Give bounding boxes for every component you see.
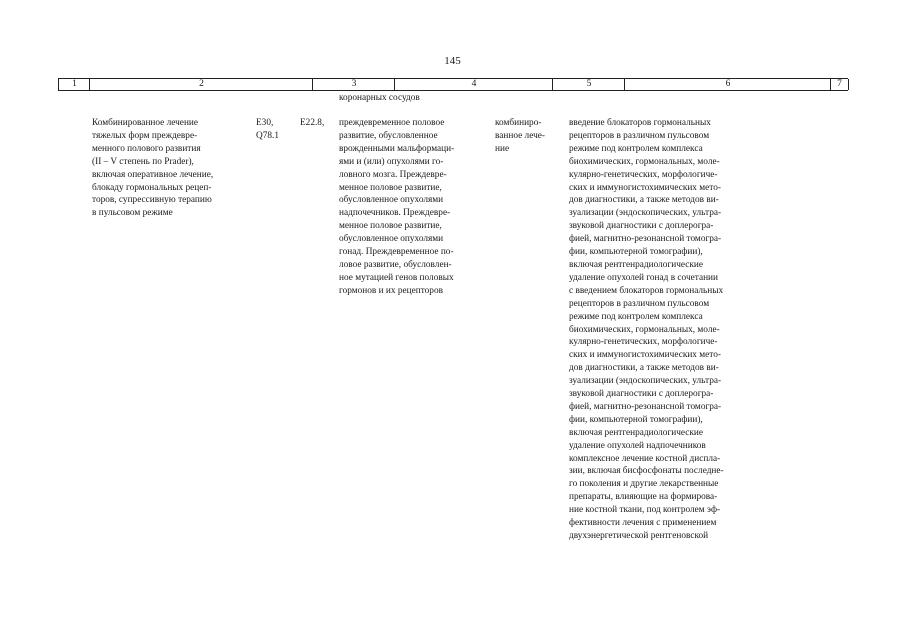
col6-line: фии, компьютерной томографии), <box>569 247 703 258</box>
col6-line: комплексное лечение костной диспла- <box>569 453 721 464</box>
col6-line: двухэнергетической рентгеновской <box>569 531 709 541</box>
treatment-method-cell <box>569 117 769 543</box>
col6-line: дов диагностики, а также методов ви- <box>569 195 719 206</box>
col6-line: звуковой диагностики с доплерогра- <box>569 221 714 232</box>
col6-line: с введением блокаторов гормональных <box>569 285 724 296</box>
col6-line: введение блокаторов гормональных <box>569 118 711 128</box>
header-col-4: 4 <box>394 79 553 90</box>
col6-line: ских и иммуногистохимических мето- <box>569 182 721 193</box>
col2-line: (II – V степень по Prader), <box>92 156 194 167</box>
col6-line: режиме под контролем комплекса <box>569 143 703 154</box>
col4-line: обусловленное опухолями <box>339 234 444 245</box>
col6-line: фективности лечения с применением <box>569 518 717 529</box>
col4-line: врожденными мальформаци- <box>339 143 455 154</box>
col6-line: кулярно-генетических, морфологиче- <box>569 337 718 348</box>
col4-line: ями и (или) опухолями го- <box>339 156 444 167</box>
col5-line: ванное лече- <box>495 130 545 141</box>
col6-line: включая рентгенрадиологические <box>569 259 704 270</box>
col6-line: ние костной ткани, под контролем эф- <box>569 505 721 516</box>
col4-line: гормонов и их рецепторов <box>339 285 443 296</box>
col4-line: преждевременное половое <box>339 118 445 128</box>
col6-line: удаление опухолей надпочечников <box>569 440 706 451</box>
diagnosis-cell <box>339 117 492 298</box>
col2-line: торов, супрессивную терапию <box>92 195 212 206</box>
col6-line: дов диагностики, а также методов ви- <box>569 363 719 374</box>
treatment-name-cell <box>92 117 250 220</box>
col6-line: рецепторов в различном пульсовом <box>569 130 710 141</box>
header-col-5: 5 <box>552 79 625 90</box>
col6-line: зии, включая бисфосфонаты последне- <box>569 466 724 477</box>
col2-line: Комбинированное лечение <box>92 118 199 128</box>
col6-line: включая рентгенрадиологические <box>569 427 704 438</box>
continuation-text <box>339 92 494 105</box>
col3b-line: E22.8, <box>300 118 325 128</box>
col6-line: биохимических, гормональных, моле- <box>569 156 720 167</box>
table-header-row <box>58 78 848 91</box>
col6-line: кулярно-генетических, морфологиче- <box>569 169 718 180</box>
col2-line: включая оперативное лечение, <box>92 169 214 180</box>
col2-line: тяжелых форм преждевре- <box>92 130 198 141</box>
icd-codes-cell-2 <box>300 117 336 130</box>
col6-line: фией, магнитно-резонансной томогра- <box>569 234 722 245</box>
col2-line: менного полового развития <box>92 143 201 154</box>
col6-line: препараты, влияющие на формирова- <box>569 492 718 503</box>
col4-line: менное половое развитие, <box>339 221 442 232</box>
col6-line: звуковой диагностики с доплерогра- <box>569 389 714 400</box>
treatment-type-cell <box>495 117 566 156</box>
page-number: 145 <box>444 55 461 67</box>
col4-line: ловного мозга. Преждевре- <box>339 169 447 180</box>
header-col-6: 6 <box>624 79 831 90</box>
col5-line: комбиниро- <box>495 118 542 128</box>
col6-line: фии, компьютерной томографии), <box>569 414 703 425</box>
col6-line: фией, магнитно-резонансной томогра- <box>569 401 722 412</box>
col4-line: ловое развитие, обусловлен- <box>339 259 452 270</box>
header-col-3: 3 <box>312 79 395 90</box>
header-col-1: 1 <box>58 79 90 90</box>
continuation-line: коронарных сосудов <box>339 93 420 103</box>
col6-line: ских и иммуногистохимических мето- <box>569 350 721 361</box>
col2-line: в пульсовом режиме <box>92 208 173 219</box>
col4-line: ное мутацией генов половых <box>339 272 454 283</box>
col6-line: режиме под контролем комплекса <box>569 311 703 322</box>
col6-line: зуализации (эндоскопических, ультра- <box>569 208 722 219</box>
icd-codes-cell <box>256 117 296 143</box>
col6-line: го поколения и другие лекарственные <box>569 479 719 490</box>
col4-line: менное половое развитие, <box>339 182 442 193</box>
col6-line: рецепторов в различном пульсовом <box>569 298 710 309</box>
col6-line: удаление опухолей гонад в сочетании <box>569 272 718 283</box>
col3-line: Q78.1 <box>256 130 279 141</box>
col6-line: биохимических, гормональных, моле- <box>569 324 720 335</box>
header-col-2: 2 <box>89 79 313 90</box>
col6-line: зуализации (эндоскопических, ультра- <box>569 376 722 387</box>
col4-line: надпочечников. Преждевре- <box>339 208 451 219</box>
header-col-7: 7 <box>830 79 849 90</box>
col3-line: E30, <box>256 118 274 128</box>
col4-line: обусловленное опухолями <box>339 195 444 206</box>
col4-line: развитие, обусловленное <box>339 130 438 141</box>
col4-line: гонад. Преждевременное по- <box>339 247 454 258</box>
col2-line: блокаду гормональных рецеп- <box>92 182 212 193</box>
col5-line: ние <box>495 143 510 154</box>
